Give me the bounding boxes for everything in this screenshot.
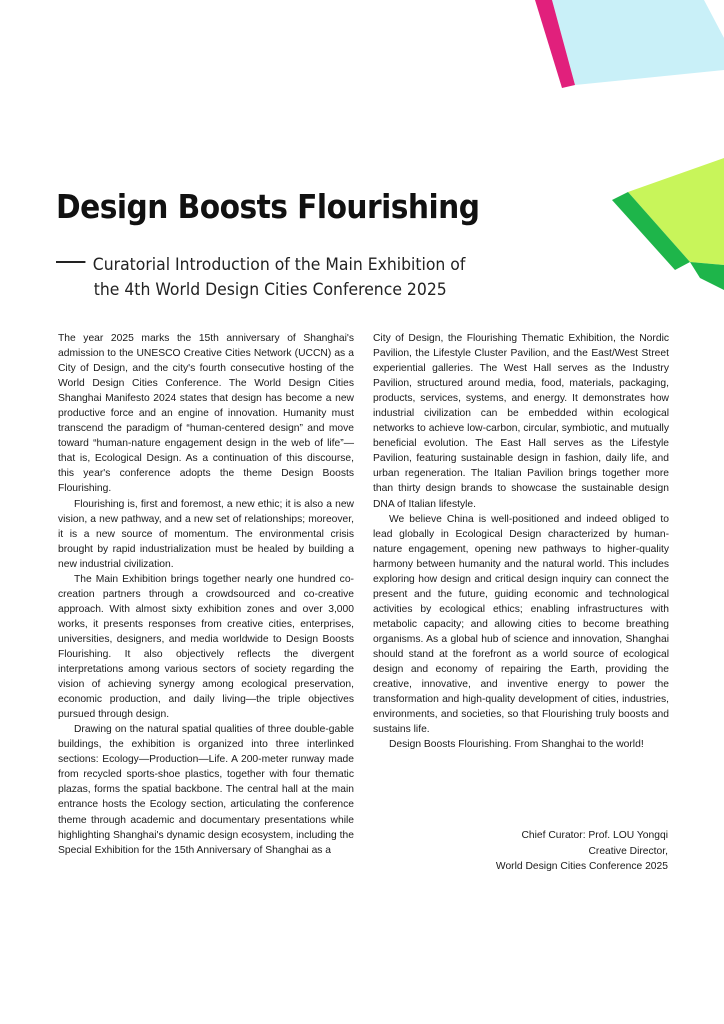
subtitle xyxy=(56,253,465,303)
page-title: Design Boosts Flourishing xyxy=(56,187,480,226)
paragraph: The year 2025 marks the 15th anniversary of Shanghai's admission to the UNESCO Creative Cities Network (UCCN) as a City of Design, and the city's fourth consecutive hosting of the World Design Cities Conference. The World Design Cities Shanghai Manifesto 2024 states that design has become a new productive force and an engine of innovation. Humanity must transcend the paradigm of “human-centered design” and move toward “human-nature engagement design in the web of life”—that is, Ecological Design. As a continuation of this discourse, this year's conference adopts the theme Design Boosts Flourishing. xyxy=(58,333,354,495)
signature-curator: Chief Curator: Prof. LOU Yongqi xyxy=(521,830,668,841)
signature-organization: World Design Cities Conference 2025 xyxy=(495,861,668,872)
closing-line: Design Boosts Flourishing. From Shanghai to the world! xyxy=(389,739,644,751)
signature-role: Creative Director, xyxy=(588,845,668,857)
green-stripe xyxy=(612,192,690,270)
right-column xyxy=(373,331,669,752)
subtitle-text-1: Curatorial Introduction of the Main Exhibition of xyxy=(92,255,466,275)
paragraph: Flourishing is, first and foremost, a new ethic; it is also a new vision, a new pathway, and a new set of relationships; moreover, it is a new source of momentum. The environmental crisis brought by rapid industrialization must be healed by building a new industrial civilization. xyxy=(58,498,354,570)
green-corner-shape xyxy=(690,262,724,290)
light-blue-shape xyxy=(552,0,724,85)
paragraph: The Main Exhibition brings together nearly one hundred co-creation partners through a crowdsourced and co-creative approach. With almost sixty exhibition zones and over 3,000 works, it presents responses from creative cities, enterprises, universities, designers, and media worldwide to Design Boosts Flourishing. It also objectively reflects the divergent interpretations among various sectors of society regarding the vision of achieving synergy among ecological preservation, economic production, and daily living—the triple objectives pursued through design. xyxy=(58,573,354,721)
paragraph: City of Design, the Flourishing Thematic Exhibition, the Nordic Pavilion, the Lifestyle Cluster Pavilion, and the East/West Street experiential galleries. The West Hall serves as the Industry Pavilion, structured around media, food, materials, packaging, products, services, systems, and energy. It demonstrates how industrial civilization can be embedded within ecological networks to achieve low-carbon, circular, symbiotic, and mutually beneficial evolution. The East Hall serves as the Lifestyle Pavilion, featuring sustainable design in fashion, daily life, and urban regeneration. The Italian Pavilion brings together more than thirty design brands to showcase the sustainable design DNA of Italian lifestyle. xyxy=(373,333,669,510)
paragraph: We believe China is well-positioned and indeed obliged to lead globally in Ecological Design characterized by human-nature engagement, opening new pathways to higher-quality harmony between humanity and the natural world. This includes exploring how design and critical design inquiry can connect the present and the future, guiding economic and technological activities by ecological ethics; enabling infrastructures with metabolic capacity; and allowing cities to become breathing organisms. As a global hub of science and innovation, Shanghai should stand at the forefront as a world source of ecological design and economy of repairing the Earth, providing the creative, innovative, and inventive energy to power the transformation and high-quality development of cities, industries, environments, and societies, so that Flourishing truly boosts and sustains life. xyxy=(373,513,669,736)
dash-rule xyxy=(56,261,85,263)
paragraph: Drawing on the natural spatial qualities of three double-gable buildings, the exhibition is organized into three interlinked sections: Ecology—Production—Life. A 200-meter runway made from recycled sports-shoe plastics, together with four thematic plazas, forms the spatial backbone. The central hall at the main entrance hosts the Ecology section, articulating the conference theme through academic and documentary presentations while highlighting Shanghai's dynamic design ecosystem, including the Special Exhibition for the 15th Anniversary of Shanghai as a xyxy=(58,724,354,856)
signature-block xyxy=(496,828,668,875)
subtitle-line-1 xyxy=(56,253,465,278)
left-column xyxy=(58,331,354,858)
lime-shape xyxy=(628,158,724,265)
subtitle-line-2: the 4th World Design Cities Conference 2025 xyxy=(93,280,447,300)
magenta-stripe xyxy=(535,0,575,88)
